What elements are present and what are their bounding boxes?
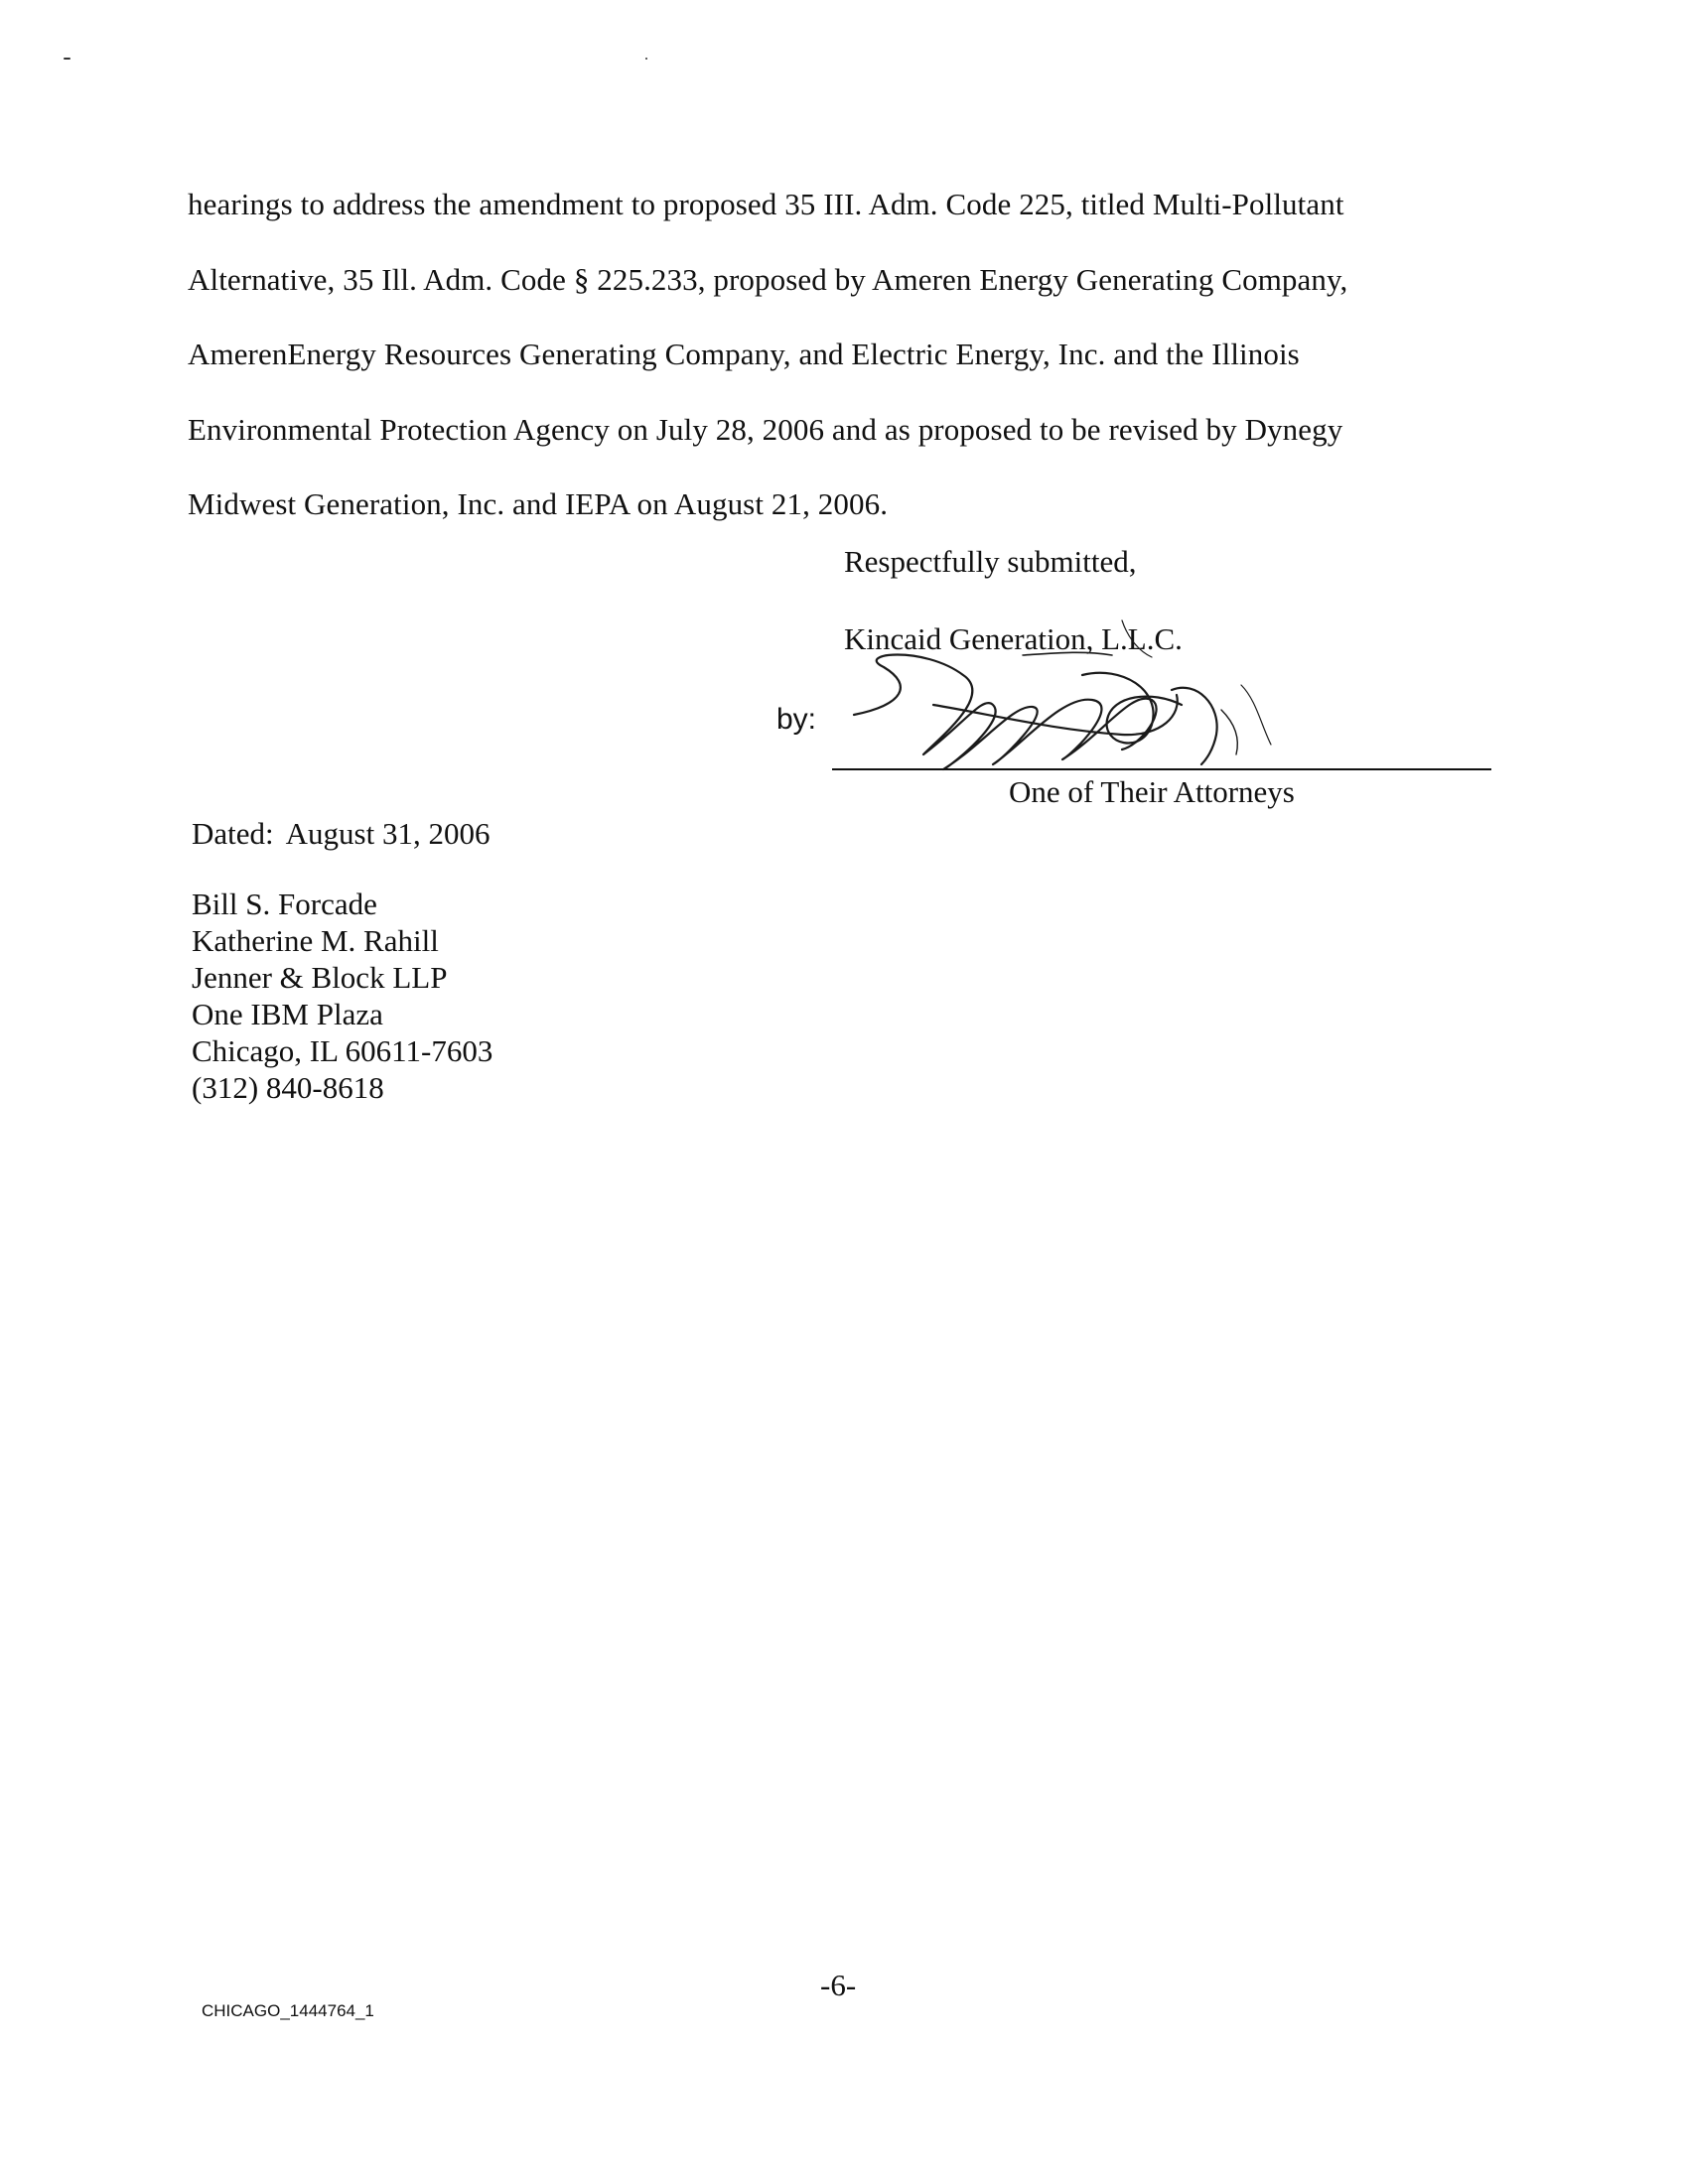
body-line: hearings to address the amendment to proposed 35 III. Adm. Code 225, titled Multi-Pollutant bbox=[188, 187, 1344, 221]
date-line bbox=[192, 816, 490, 852]
signatory-name: Kincaid Generation, L.L.C. bbox=[844, 621, 1183, 656]
body-line: Environmental Protection Agency on July 28, 2006 and as proposed to be revised by Dynegy bbox=[188, 411, 1343, 447]
scan-speck bbox=[645, 58, 647, 60]
body-paragraph bbox=[188, 167, 1478, 542]
dated-label: Dated: bbox=[192, 816, 274, 851]
signature-caption: One of Their Attorneys bbox=[1009, 774, 1295, 809]
address-line: (312) 840-8618 bbox=[192, 1070, 384, 1105]
address-line: Jenner & Block LLP bbox=[192, 960, 448, 995]
page-number: -6- bbox=[820, 1968, 857, 2002]
dated-value: August 31, 2006 bbox=[285, 816, 491, 851]
body-line: Alternative, 35 Ill. Adm. Code § 225.233, proposed by Ameren Energy Generating Company, bbox=[188, 261, 1348, 297]
attorney-address-block bbox=[192, 886, 492, 1106]
body-line: Midwest Generation, Inc. and IEPA on August 21, 2006. bbox=[188, 486, 889, 521]
address-line: One IBM Plaza bbox=[192, 997, 383, 1031]
by-label: by: bbox=[776, 703, 817, 736]
address-line: Bill S. Forcade bbox=[192, 887, 377, 921]
address-line: Katherine M. Rahill bbox=[192, 923, 439, 958]
signature-line bbox=[832, 768, 1491, 770]
handwritten-signature bbox=[824, 596, 1321, 794]
body-line: AmerenEnergy Resources Generating Company, and Electric Energy, Inc. and the Illinois bbox=[188, 337, 1300, 371]
scan-speck bbox=[64, 58, 70, 60]
address-line: Chicago, IL 60611-7603 bbox=[192, 1033, 493, 1068]
document-id: CHICAGO_1444764_1 bbox=[202, 2001, 374, 2020]
closing-text: Respectfully submitted, bbox=[844, 544, 1137, 579]
